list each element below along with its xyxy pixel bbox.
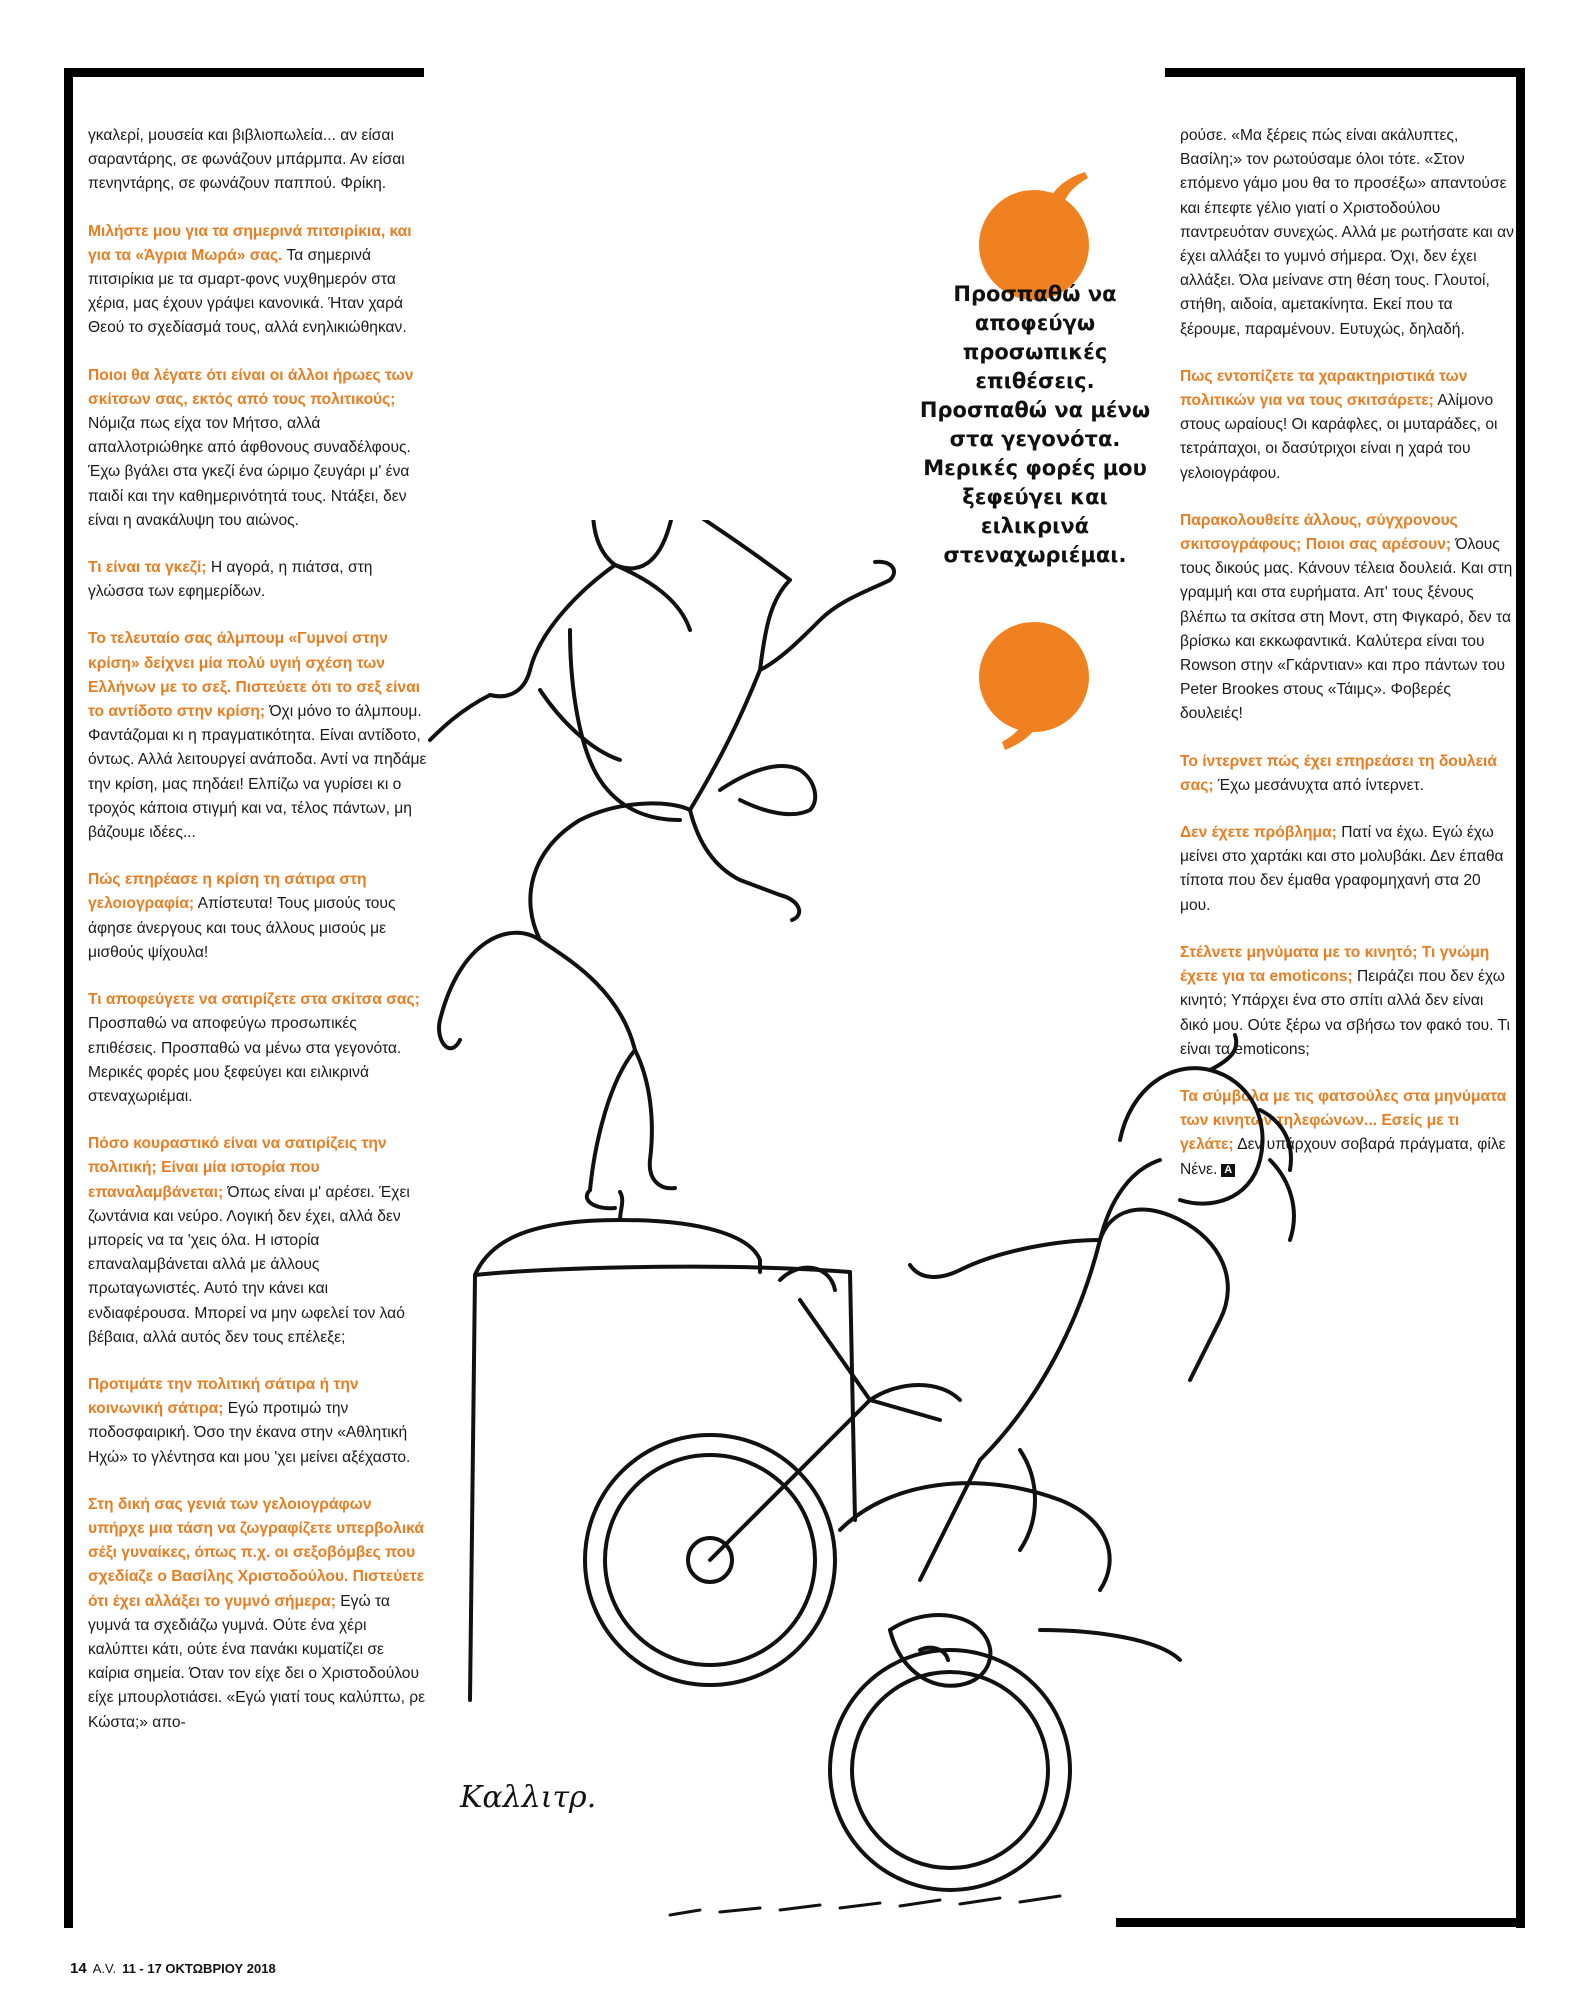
question: Τι είναι τα γκεζί; — [88, 559, 207, 577]
page-footer — [70, 1960, 276, 1977]
answer: Προσπαθώ να αποφεύγω προσωπικές επιθέσεις. Προσπαθώ να μένω στα γεγονότα. Μερικές φορές μου ξεφεύγει και ειλικρινά στεναχωριέμαι. — [88, 1015, 402, 1105]
answer: Όλους τους δικούς μας. Κάνουν τέλεια δουλειά. Και στη γραμμή και στα ευρήματα. Απ' τους ξένους βλέπω τα σκίτσα στη Μοντ, στη Φιγκαρό, δεν τα βρίσκω και εκκωφαντικά. Καλύτερα είναι του Rowson στην «Γκάρντιαν» και προ πάντων του Peter Brookes στους «Τάιμς». Φοβερές δουλειές! — [1180, 536, 1513, 723]
publication-name: A.V. — [92, 1961, 117, 1976]
answer: Απίστευτα! Τους μισούς τους άφησε άνεργους και τους άλλους μισούς με μισθούς ψίχουλα! — [88, 895, 396, 961]
interview-qa — [88, 627, 428, 845]
answer: Όπως είναι μ' αρέσει. Έχει ζωντάνια και νεύρο. Λογική δεν έχει, αλλά δεν μπορείς να τα 'χεις όλα. Η ιστορία επαναλαμβάνεται αλλά με άλλους πρωταγωνιστές. Αυτό την κάνει και ενδιαφέρουσα. Μπορεί να μην ωφελεί τον λαό βέβαια, αλλά αυτός δεν τους επέλεξε; — [88, 1183, 410, 1346]
question: Τι αποφεύγετε να σατιρίζετε στα σκίτσα σας; — [88, 991, 420, 1009]
cartoon-illustration — [420, 520, 1550, 1920]
question: Δεν έχετε πρόβλημα; — [1180, 824, 1337, 842]
answer: Πατί να έχω. Εγώ έχω μείνει στο χαρτάκι και στο μολυβάκι. Δεν έπαθα τίποτα που δεν έμαθα γραφομηχανή στα 20 μου. — [1180, 824, 1504, 914]
pull-quote-text: Προσπαθώ να αποφεύγω προσωπικές επιθέσεις. Προσπαθώ να μένω στα γεγονότα. Μερικές φορές μου ξεφεύγει και ειλικρινά στεναχωριέμαι. — [919, 282, 1151, 567]
top-left-rule — [64, 68, 424, 77]
page-number: 14 — [70, 1960, 87, 1977]
answer: Δεν υπάρχουν σοβαρά πράγματα, φίλε Νένε. — [1180, 1136, 1506, 1178]
question: Πως εντοπίζετε τα χαρακτηριστικά των πολιτικών για να τους σκιτσάρετε; — [1180, 367, 1468, 410]
answer: Νόμιζα πως είχα τον Μήτσο, αλλά απαλλοτριώθηκε από άφθονους συναδέλφους. Έχω βγάλει στα γκεζί ένα ώριμο ζευγάρι μ' ένα παιδί και την καθημερινότητά τους. Ντάξει, δεν είναι η ανακάλυψη του αιώνος. — [88, 415, 411, 529]
answer: Έχω μεσάνυχτα από ίντερνετ. — [1217, 776, 1425, 794]
open-quote-tail-icon — [1030, 170, 1090, 220]
question: Στη δική σας γενιά των γελοιογράφων υπήρχε μια τάση να ζωγραφίζετε υπερβολικά σέξι γυναίκες, όπως π.χ. οι σεξοβόμβες που σχεδίαζε ο Βασίλης Χριστοδούλου. Πιστεύετε ότι έχει αλλάξει το γυμνό σήμερα; — [88, 1495, 425, 1610]
left-lead-paragraph: γκαλερί, μουσεία και βιβλιοπωλεία... αν είσαι σαραντάρης, σε φωνάζουν μπάρμπα. Αν είσαι πενηντάρης, σε φωνάζουν παππού. Φρίκη. — [88, 127, 405, 193]
interview-qa — [1180, 365, 1515, 486]
interview-qa — [88, 988, 428, 1109]
cartoon-signature: Καλλιτρ. — [460, 1780, 597, 1815]
question: Στέλνετε μηνύματα με το κινητό; Τι γνώμη έχετε για τα emoticons; — [1180, 943, 1490, 986]
answer: Τα σημερινά πιτσιρίκια με τα σμαρτ-φονς νυχθημερόν στα χέρια, μας έχουν γράψει κανονικά. Ήταν χαρά Θεού το σχεδίασμά τους, αλλά ενηλικιώθηκαν. — [88, 246, 407, 337]
interview-qa — [88, 1132, 428, 1350]
top-right-rule — [1165, 68, 1525, 77]
motorbike — [585, 1268, 1180, 1890]
question: Τα σύμβολα με τις φατσούλες στα μηνύματα των κινητών τηλεφώνων... Εσείς με τι γελάτε; — [1180, 1087, 1507, 1154]
ground-line — [670, 1896, 1060, 1915]
question: Μιλήστε μου για τα σημερινά πιτσιρίκια, και για τα «Άγρια Μωρά» σας. — [88, 222, 412, 264]
end-mark-icon: A — [1221, 1164, 1235, 1177]
answer: Πειράζει που δεν έχω κινητό; Υπάρχει ένα στο σπίτι αλλά δεν είναι δικό μου. Ούτε ξέρω να σβήσω τον φακό του. Τι είναι τα emoticons; — [1180, 968, 1510, 1058]
answer: Αλίμονο στους ωραίους! Οι καράφλες, οι μυταράδες, οι τετράπαχοι, οι δασύτριχοι είναι η χαρά του γελοιογράφου. — [1180, 392, 1498, 482]
interview-qa — [88, 868, 428, 965]
statue-rider — [430, 520, 690, 820]
question: Παρακολουθείτε άλλους, σύγχρονους σκιτσογράφους; Ποιοι σας αρέσουν; — [1180, 511, 1458, 554]
answer: Όχι μόνο το άλμπουμ. Φαντάζομαι κι η πραγματικότητα. Είναι αντίδοτο, όντως. Αλλά λειτουργεί ανάποδα. Αντί να πηδάμε την κρίση, μας πηδάει! Ελπίζω να γυρίσει κι ο τροχός κάποια στιγμή και να, τέλος πάντων, μη βάζουμε ιδέες... — [88, 703, 427, 842]
answer: Η αγορά, η πιάτσα, στη γλώσσα των εφημερίδων. — [88, 559, 373, 601]
question: Το ίντερνετ πώς έχει επηρεάσει τη δουλειά σας; — [1180, 752, 1497, 794]
question: Το τελευταίο σας άλμπουμ «Γυμνοί στην κρίση» δείχνει μία πολύ υγιή σχέση των Ελλήνων με το σεξ. Πιστεύετε ότι το σεξ είναι το αντίδοτο στην κρίση; — [88, 630, 421, 721]
right-lead-paragraph: ρούσε. «Μα ξέρεις πώς είναι ακάλυπτες, Βασίλη;» τον ρωτούσαμε όλοι τότε. «Στον επόμενο γάμο μου θα το προσέξω» απαντούσε και έπεφτε γέλιο γιατί ο Χριστοδούλου παντρευόταν συνεχώς. Αλλά με ρωτήσατε και αν έχει αλλάξει το γυμνό σήμερα. Όχι, δεν έχει αλλάξει. Όλα μείνανε στη θέση τους. Γλουτοί, στήθη, αιδοία, αμετακίνητα. Εκεί που τα ξέρουμε, παραμένουν. Ευτυχώς, δηλαδή. — [1180, 127, 1514, 338]
biker — [910, 1035, 1294, 1580]
question: Πώς επηρέασε η κρίση τη σάτιρα στη γελοιογραφία; — [88, 871, 367, 913]
answer: Εγώ προτιμώ την ποδοσφαιρική. Όσο την έκανα στην «Αθλητική Ηχώ» το γλέντησα και μου 'χει μείνει αξέχαστο. — [88, 1400, 411, 1466]
interview-qa — [88, 1493, 428, 1735]
question: Πόσο κουραστικό είναι να σατιρίζεις την πολιτική; Είναι μία ιστορία που επαναλαμβάνεται; — [88, 1135, 387, 1201]
left-column — [88, 124, 428, 1758]
issue-date: 11 - 17 ΟΚΤΩΒΡΙΟΥ 2018 — [122, 1961, 276, 1976]
left-rule — [64, 68, 73, 1928]
question: Ποιοι θα λέγατε ότι είναι οι άλλοι ήρωες των σκίτσων σας, εκτός από τους πολιτικούς; — [88, 366, 414, 408]
interview-qa — [88, 1373, 428, 1470]
interview-qa — [88, 220, 428, 341]
interview-qa — [88, 556, 428, 604]
question: Προτιμάτε την πολιτική σάτιρα ή την κοινωνική σάτιρα; — [88, 1375, 359, 1418]
interview-qa — [88, 364, 428, 533]
answer: Εγώ τα γυμνά τα σχεδιάζω γυμνά. Ούτε ένα χέρι καλύπτει κάτι, ούτε ένα πανάκι κυματίζει σε καίρια σημεία. Όταν τον είχε δει ο Χριστοδούλου είχε μπουρλοτιάσει. «Εγώ γιατί τους καλύπτω, ρε Κώστα;» απο- — [88, 1592, 426, 1731]
statue-horse — [439, 520, 894, 1208]
